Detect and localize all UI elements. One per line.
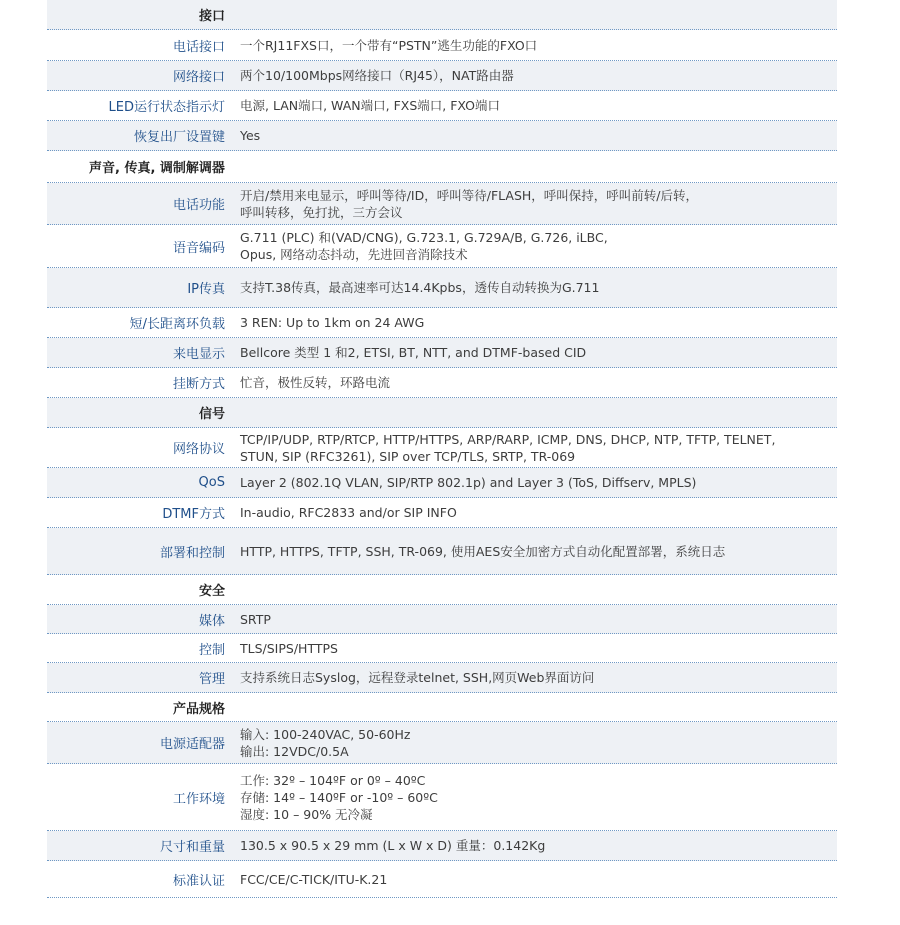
spec-value (240, 474, 837, 491)
spec-row (47, 528, 837, 575)
spec-value-line: 工作: 32º – 104ºF or 0º – 40ºC (240, 772, 426, 788)
spec-label: IP传真 (187, 282, 225, 297)
spec-value-line: Yes (240, 128, 261, 143)
spec-row (47, 121, 837, 151)
spec-value-line: TLS/SIPS/HTTPS (240, 640, 338, 656)
spec-value-line: 两个10/100Mbps网络接口（RJ45），NAT路由器 (240, 68, 514, 83)
spec-value (240, 374, 837, 391)
spec-value-line: 存储: 14º – 140ºF or -10º – 60ºC (240, 789, 438, 805)
spec-label: 挂断方式 (172, 377, 225, 392)
spec-label: 恢复出厂设置键 (133, 130, 225, 145)
spec-value-line: TCP/IP/UDP, RTP/RTCP, HTTP/HTTPS, ARP/RARP, ICMP, DNS, DHCP, NTP, TFTP, TELNET, (240, 431, 776, 447)
spec-value-line: 支持T.38传真，最高速率可达14.4Kpbs，透传自动转换为G.711 (240, 280, 600, 295)
spec-label: DTMF方式 (162, 507, 225, 522)
spec-label: 部署和控制 (159, 545, 225, 561)
spec-row (47, 91, 837, 121)
spec-row (47, 368, 837, 398)
spec-label: 尺寸和重量 (159, 840, 225, 855)
spec-label: 工作环境 (172, 791, 225, 807)
spec-value-line: SRTP (240, 611, 271, 627)
spec-label: 控制 (198, 642, 225, 658)
spec-value-line: 130.5 x 90.5 x 29 mm (L x W x D) 重量：0.142Kg (240, 838, 546, 853)
spec-row (47, 663, 837, 693)
spec-value-line: 输入: 100-240VAC, 50-60Hz (240, 726, 411, 742)
spec-value (240, 669, 837, 686)
spec-row (47, 308, 837, 338)
section-header-row (47, 151, 837, 183)
spec-label: 电话接口 (172, 39, 225, 55)
spec-value-line: 开启/禁用来电显示，呼叫等待/ID，呼叫等待/FLASH，呼叫保持，呼叫前转/后转， (240, 187, 698, 203)
spec-row (47, 30, 837, 61)
spec-value-line: G.711 (PLC) 和(VAD/CNG), G.723.1, G.729A/B, G.726, iLBC, (240, 230, 608, 245)
section-header-row (47, 575, 837, 605)
spec-value-line: 呼叫转移，免打扰，三方会议 (240, 204, 403, 220)
spec-value-line: 一个RJ11FXS口，一个带有“PSTN”逃生功能的FXO口 (240, 37, 538, 53)
spec-value-line: 输出: 12VDC/0.5A (240, 743, 349, 759)
spec-value (240, 726, 837, 760)
spec-value-line: 电源, LAN端口, WAN端口, FXS端口, FXO端口 (240, 98, 500, 113)
spec-label: QoS (198, 475, 225, 490)
spec-table (47, 0, 837, 898)
spec-value-line: Opus, 网络动态抖动，先进回音消除技术 (240, 247, 468, 262)
spec-value-line: 支持系统日志Syslog，远程登录telnet, SSH,网页Web界面访问 (240, 670, 595, 685)
spec-value (240, 127, 837, 144)
spec-label: 网络接口 (172, 70, 225, 85)
spec-value-line: 3 REN: Up to 1km on 24 AWG (240, 315, 425, 330)
spec-row (47, 338, 837, 368)
spec-value-line: 湿度: 10 – 90% 无冷凝 (240, 806, 373, 822)
section-title: 接口 (198, 9, 225, 24)
spec-value (240, 772, 837, 823)
spec-label: 来电显示 (172, 347, 225, 362)
spec-row (47, 605, 837, 634)
section-header-row (47, 693, 837, 722)
spec-value-line: Layer 2 (802.1Q VLAN, SIP/RTP 802.1p) and Layer 3 (ToS, Diffserv, MPLS) (240, 475, 697, 490)
spec-row (47, 268, 837, 308)
spec-value (240, 344, 837, 361)
spec-row (47, 61, 837, 91)
spec-label: LED运行状态指示灯 (108, 100, 225, 115)
spec-value (240, 611, 837, 628)
spec-value-line: STUN, SIP (RFC3261), SIP over TCP/TLS, SRTP, TR-069 (240, 448, 576, 464)
spec-value-line: Bellcore 类型 1 和2, ETSI, BT, NTT, and DTMF-based CID (240, 345, 587, 360)
spec-value (240, 431, 837, 465)
spec-value (240, 67, 837, 84)
spec-row (47, 634, 837, 663)
spec-row (47, 183, 837, 225)
spec-row (47, 861, 837, 898)
spec-value (240, 187, 837, 221)
spec-row (47, 498, 837, 528)
spec-row (47, 225, 837, 268)
section-title: 信号 (198, 407, 225, 422)
spec-row (47, 428, 837, 468)
spec-value-line: 忙音，极性反转，环路电流 (240, 375, 391, 390)
spec-value (240, 229, 837, 263)
spec-label: 短/长距离环负载 (129, 317, 225, 332)
spec-label: 电话功能 (172, 198, 225, 213)
spec-value (240, 37, 837, 54)
spec-label: 标准认证 (172, 873, 225, 889)
spec-value (240, 837, 837, 854)
spec-value-line: HTTP, HTTPS, TFTP, SSH, TR-069, 使用AES安全加密方式自动化配置部署，系统日志 (240, 543, 726, 559)
spec-value-line: FCC/CE/C-TICK/ITU-K.21 (240, 871, 388, 887)
spec-row (47, 764, 837, 831)
spec-value (240, 97, 837, 114)
section-header-row (47, 0, 837, 30)
spec-label: 电源适配器 (159, 737, 225, 752)
section-title: 产品规格 (172, 701, 225, 717)
section-title: 安全 (198, 584, 225, 599)
section-header-row (47, 398, 837, 428)
spec-label: 网络协议 (172, 442, 225, 457)
spec-label: 媒体 (198, 613, 225, 629)
spec-value (240, 640, 837, 657)
section-title: 声音, 传真, 调制解调器 (89, 161, 225, 176)
spec-value (240, 504, 837, 521)
spec-value (240, 871, 837, 888)
spec-value (240, 314, 837, 331)
spec-label: 语音编码 (172, 240, 225, 256)
spec-value-line: In-audio, RFC2833 and/or SIP INFO (240, 505, 457, 520)
spec-row (47, 831, 837, 861)
spec-row (47, 468, 837, 498)
spec-value (240, 543, 837, 560)
spec-label: 管理 (198, 672, 225, 687)
spec-row (47, 722, 837, 764)
spec-value (240, 279, 837, 296)
